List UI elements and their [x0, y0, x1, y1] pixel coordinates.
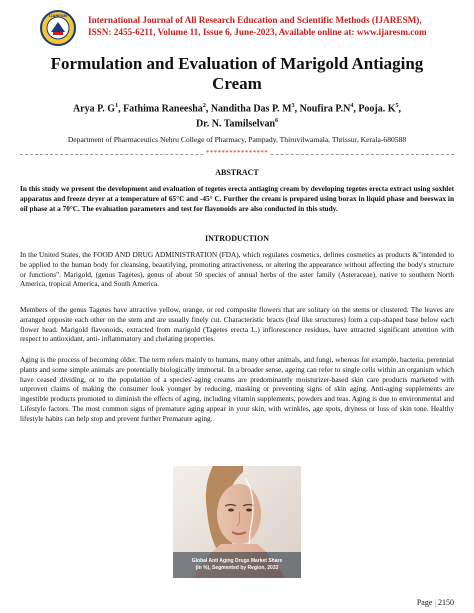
author-sup: 2 [202, 103, 206, 109]
title-line-2: Cream [212, 74, 262, 93]
figure-caption [173, 558, 301, 572]
author-name: Fathima Raneesha [123, 103, 203, 115]
author-name: Arya P. G [72, 103, 116, 115]
intro-paragraph-3: Aging is the process of becoming older. The term refers mainly to humans, many other animals, and fungi, whereas for example, bacteria, perennial plants and some simple animals are potentially biologically immortal. In a broader sense, ageing can refer to single cells within an organism which have ceased dividing, or to the population of a species'-aging creams are predominantly moisturizer-based skin care products marketed with unproven claims of making the consumer look younger by reducing, masking or preventing signs of skin aging. Anti-aging supplements are ingestible products promoted to diminish the effects of aging, including vitamin supplements, powders and teas. Aging is due to environmental and Lifestyle factors. The most common signs of premature aging appear in your skin, with wrinkles, age spots, dryness or loss of skin tone. Healthy lifestyle habits can help stop and prevent further Premature aging. [20, 355, 454, 423]
author-sup: 5 [395, 103, 399, 109]
introduction-heading: INTRODUCTION [204, 234, 269, 243]
author-sup: 6 [275, 118, 279, 125]
author-list [40, 100, 434, 131]
title-line-1: Formulation and Evaluation of Marigold Antiaging [50, 54, 424, 73]
author-name: Noufira P.N [299, 103, 351, 115]
affiliation: Department of Pharmaceutics Nehru College of Pharmacy, Pampady, Thiruvilwamala, Thrissur, Kerala-680588 [67, 135, 407, 144]
paper-title [30, 54, 444, 94]
journal-header [40, 10, 440, 46]
author-row-2 [40, 115, 434, 130]
intro-paragraph-2: Members of the genus Tagetes have attractive yellow, orange, or red composite flowers that are solitary on the stems or clustered. The leaves are arranged opposite each other on the stem and are usually finely cut. Characteristic bracts (leaf like structures) form a cup-shaped base below each flower head. Marigold flavonoids, extracted from marigold (Tagetes erecta L.) inflorescence residues, have attracted significant attention with respect to antioxidant, anti- inflammatory and chelating properties. [20, 305, 454, 344]
separator-stars: **************** [205, 149, 269, 157]
abstract-heading: ABSTRACT [215, 168, 259, 177]
author-row-1: Arya P. $G^1$, Fathima Raneesha$^2$, Nanditha Das P. $M^3$, Noufira $P.N^4$, Pooja. $K^5$, [72, 103, 402, 115]
author-sup: 1 [115, 103, 119, 109]
page-label: Page [416, 598, 433, 607]
anti-aging-figure [173, 466, 301, 578]
section-separator [20, 150, 454, 158]
author-name: Pooja. K [358, 103, 396, 115]
abstract-text: In this study we present the development and evaluation of tegetes erecta antiaging cream by developing tegetes erecta extract using soxhlet apparatus and freeze dryer at a temperature of 65°C and -45° C. Further the cream is prepared using borax in liquid phase and beeswax in oil phase at a 70°C. The evaluation parameters and test for flavonoids are also conducted in this study. [20, 184, 454, 213]
page-footer [417, 598, 454, 607]
page-divider: | [434, 598, 436, 607]
figure-caption-line-1: Global Anti Aging Drugs Market Share [191, 558, 283, 564]
logo-text: IJARESM [49, 13, 67, 18]
figure-caption-line-2: (in %), Segmented by Region, 2033 [195, 565, 279, 571]
journal-logo [40, 10, 76, 46]
journal-issn-line: ISSN: 2455-6211, Volume 11, Issue 6, June-2023, Available online at: www.ijaresm.com [88, 27, 427, 37]
author-sup: 4 [350, 103, 354, 109]
journal-title-line: International Journal of All Research Education and Scientific Methods (IJARESM), [88, 15, 422, 25]
page-number: 2150 [438, 598, 454, 607]
author-name: Nanditha Das P. M [210, 103, 292, 115]
author-name: Dr. N. Tamilselvan [195, 118, 276, 130]
intro-paragraph-1: In the United States, the FOOD AND DRUG ADMINISTRATION (FDA), which regulates cosmetics, defines cosmetics as products &"intended to be applied to the human body for cleansing, beautifying, promoting attractiveness, or altering the appearance without affecting the body's structure or functions". Marigold, (genus Tagetes), genus of about 50 species of annual herbs of the aster family (Asteraceae), native to southern North America, tropical America, and South America. [20, 250, 454, 289]
author-sup: 3 [291, 103, 295, 109]
